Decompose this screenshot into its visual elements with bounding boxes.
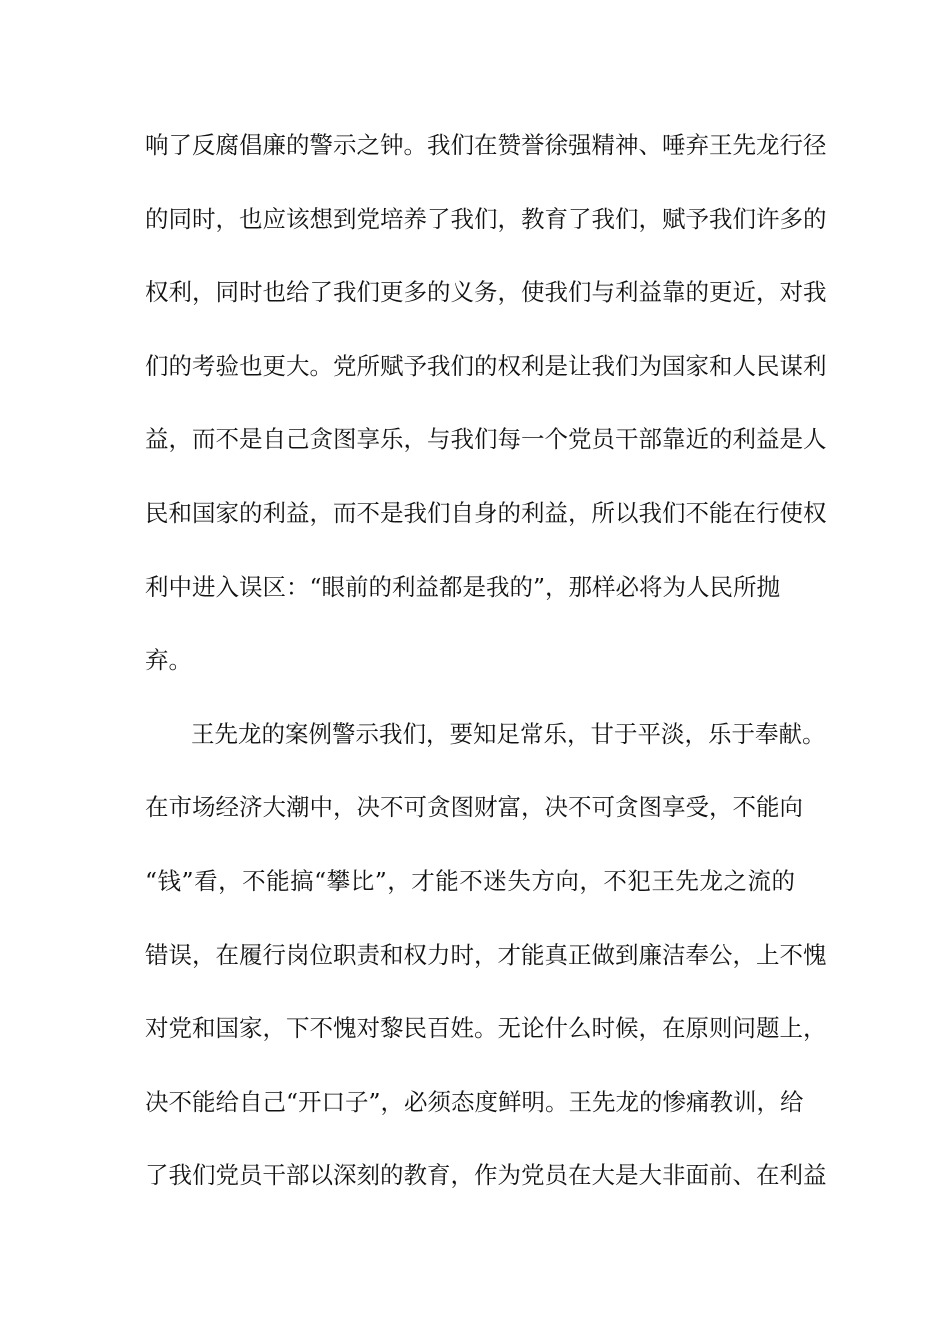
text-line: 弃。: [145, 646, 192, 675]
text-line: 利中进入误区：“眼前的利益都是我的”，那样必将为人民所抛: [145, 572, 781, 601]
document-body: [145, 122, 827, 1226]
text-line: 们的考验也更大。党所赋予我们的权利是让我们为国家和人民谋利: [145, 351, 827, 380]
text-line: 的同时，也应该想到党培养了我们，教育了我们，赋予我们许多的: [145, 204, 827, 233]
text-line: 在市场经济大潮中，决不可贪图财富，决不可贪图享受，不能向: [145, 793, 803, 822]
text-line: 民和国家的利益，而不是我们自身的利益，所以我们不能在行使权: [145, 498, 827, 527]
text-line-paragraph-start: 王先龙的案例警示我们，要知足常乐，甘于平淡，乐于奉献。: [191, 719, 826, 748]
text-line: “钱”看，不能搞“攀比”，才能不迷失方向，不犯王先龙之流的: [145, 866, 795, 895]
text-line: 决不能给自己“开口子”，必须态度鲜明。王先龙的惨痛教训，给: [145, 1087, 804, 1116]
text-line: 权利，同时也给了我们更多的义务，使我们与利益靠的更近，对我: [145, 278, 827, 307]
text-line: 错误，在履行岗位职责和权力时，才能真正做到廉洁奉公，上不愧: [145, 940, 827, 969]
text-line: 了我们党员干部以深刻的教育，作为党员在大是大非面前、在利益: [145, 1161, 827, 1190]
text-line: 对党和国家，下不愧对黎民百姓。无论什么时候，在原则问题上，: [145, 1014, 827, 1043]
text-line: 响了反腐倡廉的警示之钟。我们在赞誉徐强精神、唾弃王先龙行径: [145, 131, 827, 159]
text-line: 益，而不是自己贪图享乐，与我们每一个党员干部靠近的利益是人: [145, 425, 827, 454]
